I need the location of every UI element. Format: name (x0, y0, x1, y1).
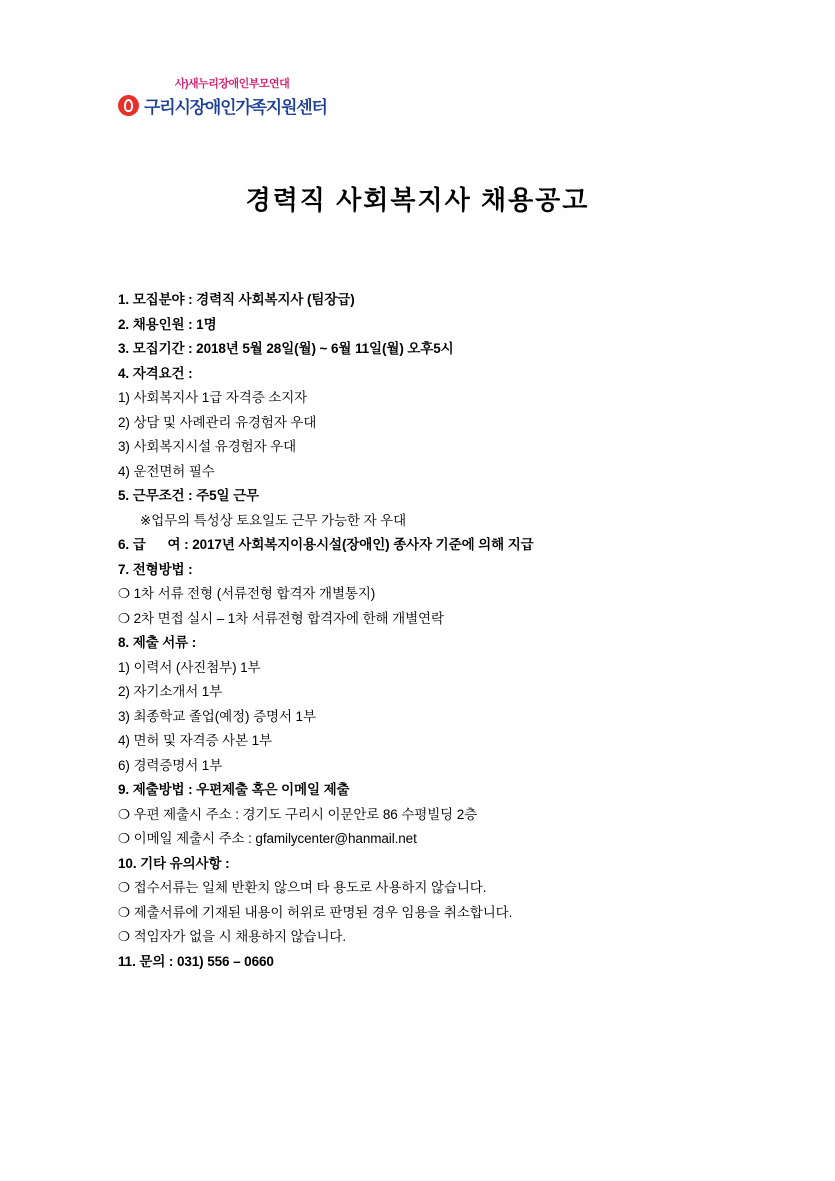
announcement-line: 1) 이력서 (사진첨부) 1부 (118, 659, 261, 675)
announcement-line: 2) 자기소개서 1부 (118, 684, 223, 699)
logo-parent-org-text: 사)새누리장애인부모연대 (174, 78, 290, 90)
announcement-line: 10. 기타 유의사항 : (118, 855, 230, 871)
organization-logo (118, 78, 378, 118)
announcement-line: ❍ 접수서류는 일체 반환치 않으며 타 용도로 사용하지 않습니다. (118, 880, 487, 895)
announcement-line: 4. 자격요건 : (118, 365, 193, 381)
announcement-line: 8. 제출 서류 : (118, 635, 197, 650)
logo-main-row (118, 93, 378, 118)
announcement-line: 6. 급 여 : 2017년 사회복지이용시설(장애인) 종사자 기준에 의해 지급 (118, 537, 534, 552)
announcement-line: 4) 운전면허 필수 (118, 463, 215, 479)
announcement-line: 1) 사회복지사 1급 자격증 소지자 (118, 390, 308, 405)
announcement-line: ❍ 2차 면접 실시 – 1차 서류전형 합격자에 한해 개별연락 (118, 610, 444, 626)
announcement-line: 3) 사회복지시설 유경험자 우대 (118, 439, 297, 454)
announcement-line: ❍ 제출서류에 기재된 내용이 허위로 판명된 경우 임용을 취소합니다. (118, 904, 513, 920)
announcement-line: 3. 모집기간 : 2018년 5월 28일(월) ~ 6월 11일(월) 오후5시 (118, 341, 454, 356)
announcement-line: 5. 근무조건 : 주5일 근무 (118, 488, 259, 503)
announcement-line: 3) 최종학교 졸업(예정) 증명서 1부 (118, 708, 316, 724)
announcement-line: ❍ 1차 서류 전형 (서류전형 합격자 개별통지) (118, 586, 376, 601)
announcement-line: ※업무의 특성상 토요일도 근무 가능한 자 우대 (140, 512, 407, 528)
page-title: 경력직 사회복지사 채용공고 (245, 185, 590, 215)
announcement-line: ❍ 적임자가 없을 시 채용하지 않습니다. (118, 929, 347, 944)
announcement-line: 11. 문의 : 031) 556 – 0660 (118, 953, 274, 969)
logo-center-name: 구리시장애인가족지원센터 (144, 98, 327, 117)
announcement-line: 2) 상담 및 사례관리 유경험자 우대 (118, 414, 317, 430)
announcement-line: ❍ 이메일 제출시 주소 : gfamilycenter@hanmail.net (118, 831, 417, 846)
announcement-line: 1. 모집분야 : 경력직 사회복지사 (팀장급) (118, 292, 355, 307)
announcement-line: 6) 경력증명서 1부 (118, 757, 223, 773)
announcement-body (118, 288, 738, 974)
wheelchair-logo-icon (118, 95, 139, 116)
announcement-line: 9. 제출방법 : 우편제출 혹은 이메일 제출 (118, 782, 350, 797)
announcement-line: 2. 채용인원 : 1명 (118, 316, 217, 332)
announcement-line: 7. 전형방법 : (118, 561, 193, 577)
announcement-line: ❍ 우편 제출시 주소 : 경기도 구리시 이문안로 86 수평빌딩 2층 (118, 806, 478, 822)
announcement-line: 4) 면허 및 자격증 사본 1부 (118, 733, 272, 748)
